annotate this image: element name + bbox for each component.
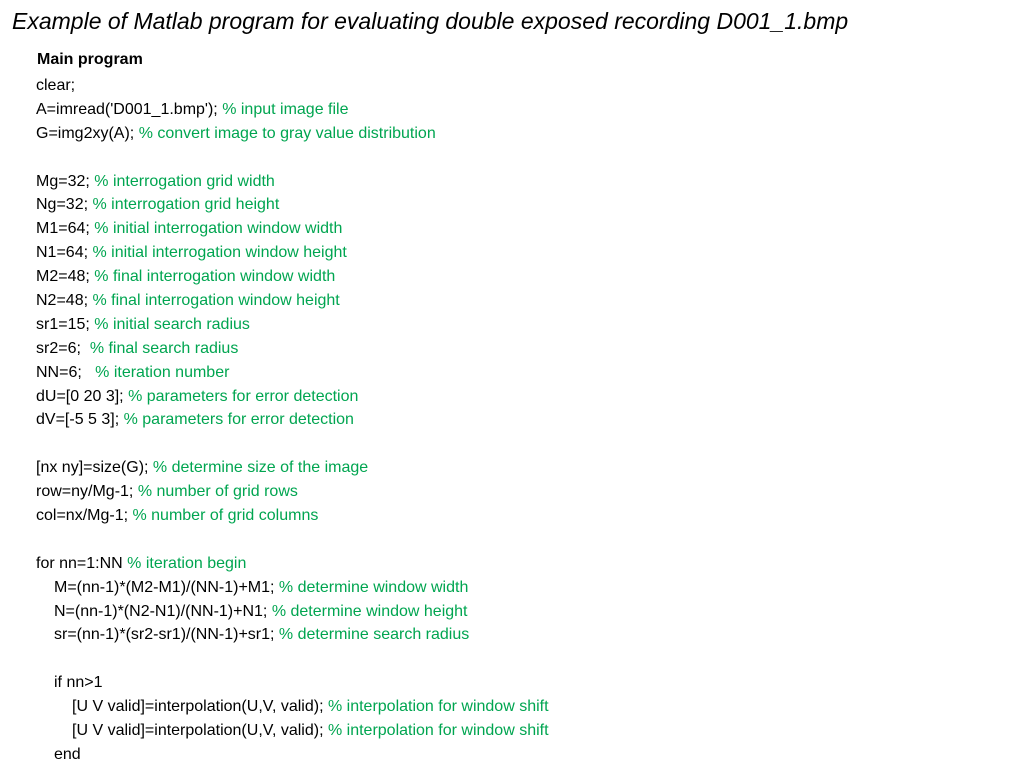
code-text: sr1=15;: [36, 315, 95, 333]
code-text: M1=64;: [36, 220, 95, 238]
code-line: [36, 74, 549, 98]
code-comment: % input image file: [222, 100, 349, 118]
code-line: [36, 647, 549, 671]
code-text: [nx ny]=size(G);: [36, 459, 153, 477]
code-text: A=imread('D001_1.bmp');: [36, 100, 223, 118]
code-comment: % number of grid rows: [137, 483, 298, 501]
code-line: [36, 265, 549, 289]
code-line: [36, 217, 549, 241]
code-listing: [36, 74, 549, 767]
code-text: dV=[-5 5 3];: [36, 411, 124, 429]
code-text: [U V valid]=interpolation(U,V, valid);: [72, 698, 328, 716]
code-comment: % initial search radius: [94, 315, 250, 333]
code-text: sr2=6;: [36, 339, 90, 357]
code-line: [36, 456, 549, 480]
code-comment: % determine window width: [278, 578, 469, 596]
code-comment: % determine window height: [271, 602, 468, 620]
code-comment: % iteration number: [95, 363, 230, 381]
code-text: for nn=1:NN: [36, 554, 128, 572]
code-line: [36, 361, 549, 385]
code-text: N2=48;: [36, 292, 93, 310]
code-text: [U V valid]=interpolation(U,V, valid);: [72, 722, 328, 740]
code-line: [36, 385, 549, 409]
code-line: [36, 480, 549, 504]
code-line: [36, 313, 549, 337]
code-text: N=(nn-1)*(N2-N1)/(NN-1)+N1;: [54, 602, 272, 620]
section-heading: Main program: [37, 51, 143, 68]
code-line: [36, 408, 549, 432]
code-comment: % initial interrogation window height: [92, 244, 347, 262]
code-line: [36, 432, 549, 456]
code-text: NN=6;: [36, 363, 96, 381]
code-line: [36, 671, 549, 695]
code-comment: % final search radius: [89, 339, 239, 357]
code-line: [36, 743, 549, 767]
code-line: [36, 504, 549, 528]
code-line: [36, 528, 549, 552]
code-comment: % interpolation for window shift: [327, 698, 549, 716]
code-line: [36, 122, 549, 146]
code-text: dU=[0 20 3];: [36, 387, 129, 405]
code-text: G=img2xy(A);: [36, 124, 139, 142]
code-comment: % interpolation for window shift: [327, 722, 549, 740]
code-line: [36, 241, 549, 265]
code-line: [36, 600, 549, 624]
code-text: end: [54, 745, 81, 763]
slide-title: Example of Matlab program for evaluating double exposed recording D001_1.bmp: [12, 8, 849, 34]
code-comment: % determine search radius: [278, 626, 470, 644]
code-text: Mg=32;: [36, 172, 95, 190]
code-comment: % number of grid columns: [132, 507, 319, 525]
code-line: [36, 576, 549, 600]
code-text: Ng=32;: [36, 196, 93, 214]
code-line: [36, 337, 549, 361]
code-comment: % interrogation grid height: [92, 196, 280, 214]
code-comment: % initial interrogation window width: [94, 220, 343, 238]
code-text: clear;: [36, 77, 76, 94]
code-comment: % final interrogation window width: [94, 268, 336, 286]
code-text: row=ny/Mg-1;: [36, 483, 138, 501]
code-line: [36, 146, 549, 170]
code-text: if nn>1: [54, 674, 103, 692]
code-comment: % final interrogation window height: [92, 292, 340, 310]
code-line: [36, 719, 549, 743]
code-text: sr=(nn-1)*(sr2-sr1)/(NN-1)+sr1;: [54, 626, 279, 644]
code-line: [36, 193, 549, 217]
code-comment: % interrogation grid width: [94, 172, 275, 190]
code-line: [36, 289, 549, 313]
code-line: [36, 552, 549, 576]
code-comment: % iteration begin: [127, 554, 247, 572]
code-line: [36, 695, 549, 719]
code-line: [36, 98, 549, 122]
code-text: M=(nn-1)*(M2-M1)/(NN-1)+M1;: [54, 578, 279, 596]
code-comment: % parameters for error detection: [128, 387, 359, 405]
code-text: M2=48;: [36, 268, 95, 286]
code-comment: % determine size of the image: [152, 459, 369, 477]
code-text: N1=64;: [36, 244, 93, 262]
code-line: [36, 170, 549, 194]
code-comment: % parameters for error detection: [123, 411, 354, 429]
code-comment: % convert image to gray value distribution: [138, 124, 436, 142]
code-line: [36, 623, 549, 647]
code-text: col=nx/Mg-1;: [36, 507, 133, 525]
